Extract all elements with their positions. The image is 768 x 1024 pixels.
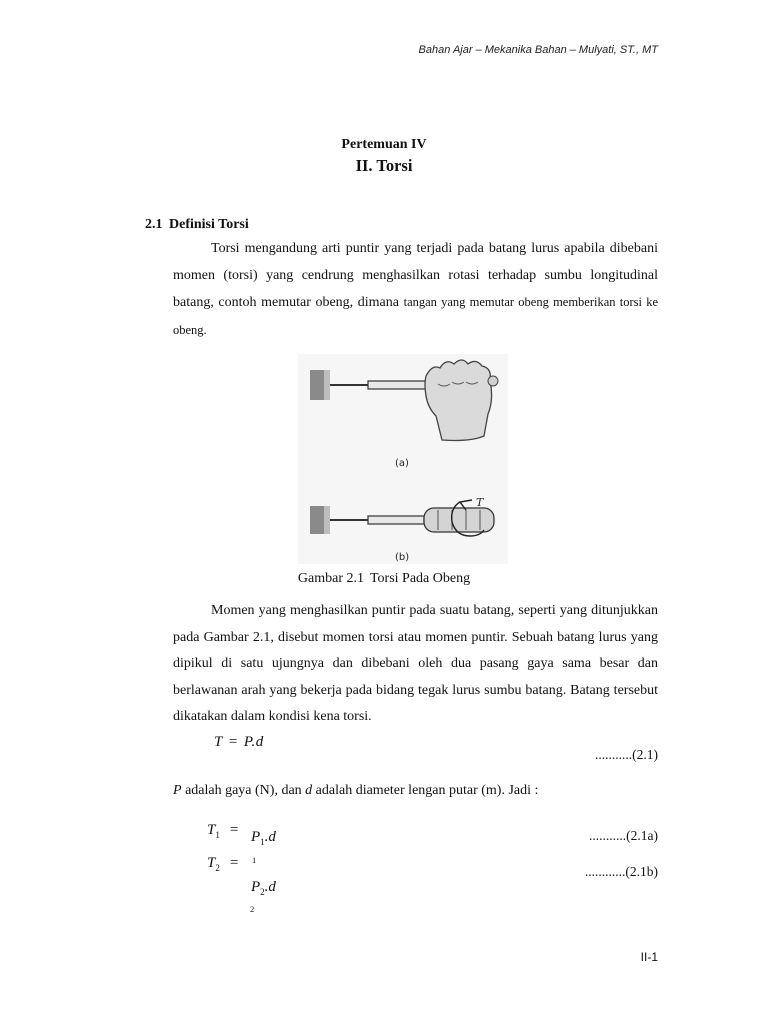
wall-block-a: [310, 370, 324, 400]
screwdriver-handle-icon: [424, 508, 494, 532]
hand-icon: [425, 360, 492, 441]
running-header: Bahan Ajar – Mekanika Bahan – Mulyati, ST., MT: [418, 44, 658, 56]
section-heading: [145, 217, 249, 233]
equation-t2-subscript: 2: [250, 904, 255, 914]
equation-number-2-1: ...........(2.1): [595, 747, 658, 762]
section-title: Definisi Torsi: [169, 217, 249, 232]
equation-torque: [214, 734, 264, 751]
torque-symbol: T: [476, 496, 484, 509]
equation-lhs: T: [214, 734, 223, 750]
equation-number-2-1a: ...........(2.1a): [589, 828, 658, 843]
figure-label-b: (b): [395, 552, 410, 563]
torque-moment-text: Momen yang menghasilkan puntir pada suatu batang, seperti yang ditunjukkan pada Gambar 2.1, disebut momen torsi atau momen puntir. Sebuah batang lurus yang dipikul di satu ujungnya dan dibebani oleh dua pasang gaya sama besar dan berlawanan arah yang bekerja pada bidang tegak lurus sumbu batang. Batang tersebut dikatakan dalam kondisi kena torsi.: [173, 603, 658, 724]
equation-t2-lhs: $T_2$ =: [207, 855, 239, 873]
figure-caption: [0, 571, 768, 587]
chapter-title: II. Torsi: [355, 156, 413, 175]
equation-t1-lhs: $T_1$ =: [207, 822, 239, 840]
screwdriver-illustration: [298, 354, 508, 564]
definition-text: Torsi mengandung arti puntir yang terjadi pada batang lurus apabila dibebani momen (torsi) yang cendrung menghasilkan rotasi terhadap sumbu longitudinal batang, contoh memutar obeng, dimana: [173, 241, 658, 310]
equation-equals: =: [228, 734, 238, 750]
caption-text: Torsi Pada Obeng: [369, 571, 471, 586]
screwdriver-figure: [298, 354, 508, 564]
caption-label: Gambar 2.1: [297, 571, 364, 586]
page-number: II-1: [640, 950, 658, 964]
figure-label-a: (a): [395, 458, 409, 469]
equation-number-2-1b: ............(2.1b): [584, 864, 658, 879]
symbol-p: P: [173, 783, 182, 798]
variable-explanation: P adalah gaya (N), dan d adalah diameter lengan putar (m). Jadi :: [173, 783, 539, 798]
equation-rhs: P.d: [243, 734, 264, 750]
torque-moment-paragraph: [173, 598, 658, 731]
equation-t1-rhs: $P_1.d$: [251, 829, 276, 847]
screwdriver-shaft-a: [368, 381, 428, 389]
section-number: 2.1: [145, 217, 163, 232]
symbol-d: d: [305, 783, 313, 798]
definition-text-small: tangan yang memutar obeng memberikan torsi ke obeng.: [173, 295, 659, 337]
meeting-title: Pertemuan IV: [341, 137, 427, 152]
wall-block-b: [310, 506, 324, 534]
screwdriver-shaft-b: [368, 516, 424, 524]
equation-t2-rhs: $P_2.d$: [251, 879, 276, 897]
equation-t1-subscript: 1: [252, 855, 257, 865]
definition-paragraph: [173, 236, 658, 344]
